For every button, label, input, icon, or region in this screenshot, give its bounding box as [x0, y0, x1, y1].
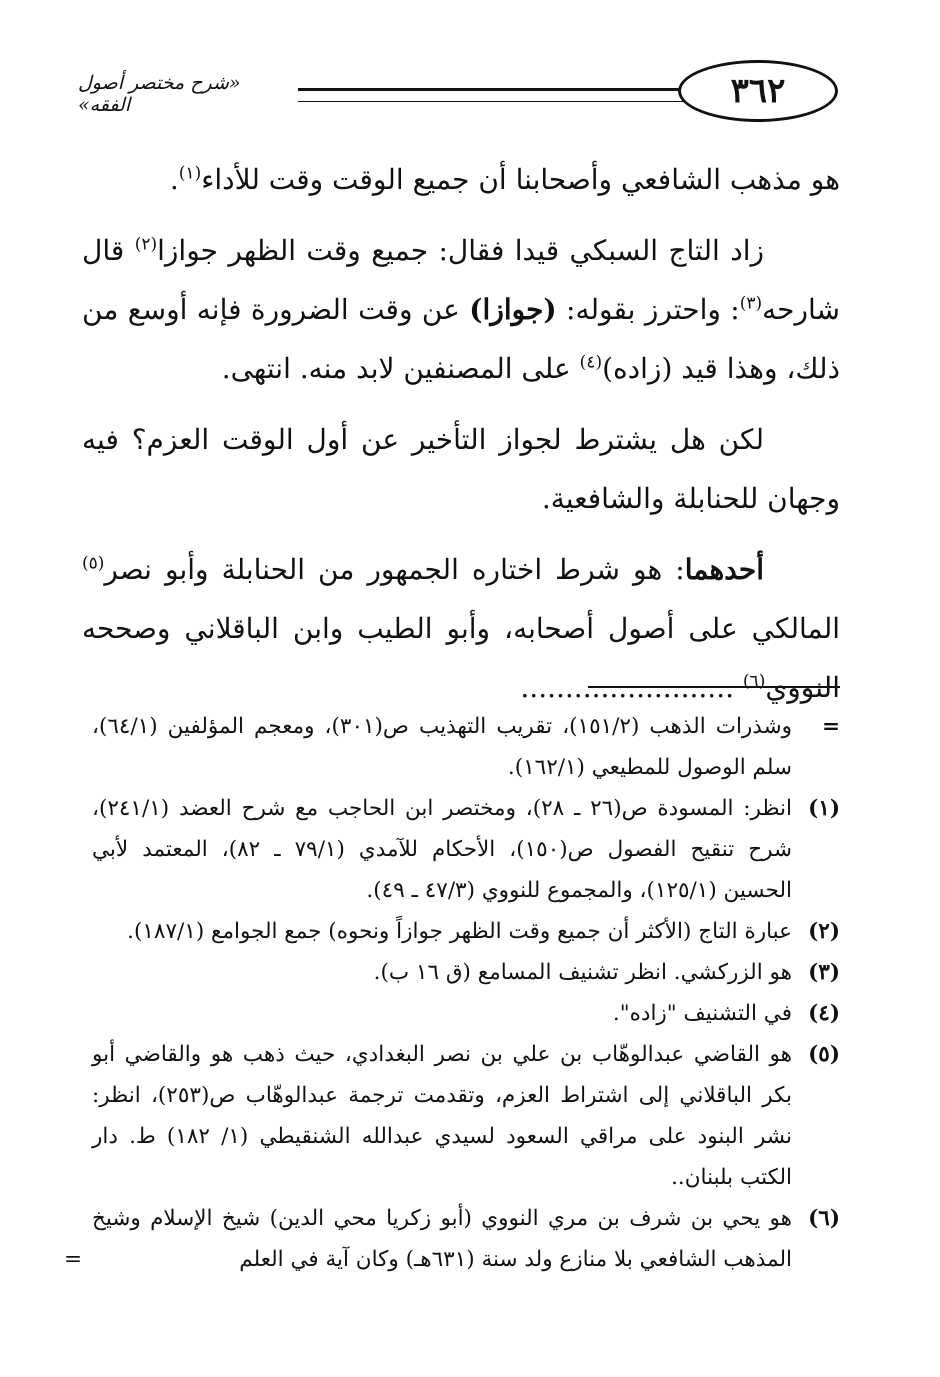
footnote-ref-2: (٢)	[134, 234, 158, 255]
paragraph-3: لكن هل يشترط لجواز التأخير عن أول الوقت العزم؟ فيه وجهان للحنابلة والشافعية.	[82, 423, 840, 515]
p2-text-e: على المصنفين لابد منه. انتهى.	[221, 352, 580, 385]
footnote-3	[92, 952, 840, 993]
footnote-2	[92, 911, 840, 952]
footnote-6	[64, 1198, 840, 1280]
footnote-text: انظر: المسودة ص(٢٦ ـ ٢٨)، ومختصر ابن الحاجب مع شرح العضد (٢٤١/١)، شرح تنقيح الفصول ص(١٥٠)، الأحكام للآمدي (٧٩/١ ـ ٨٢)، المعتمد لأبي الحسين (١٢٥/١)، والمجموع للنووي (٤٧/٣ ـ ٤٩).	[92, 796, 792, 903]
header-rule	[298, 88, 743, 102]
footnote-marker: (٣)	[808, 960, 840, 985]
footnote-ref-1: (١)	[178, 163, 202, 184]
main-text	[82, 150, 840, 729]
footnote-marker: =	[821, 714, 840, 739]
p1-text: هو مذهب الشافعي وأصحابنا أن جميع الوقت وقت للأداء	[201, 163, 840, 196]
footnote-text: في التشنيف "زاده".	[612, 1001, 792, 1026]
footnote-ref-6: (٦)	[742, 671, 766, 692]
p4-bold-term: أحدهما	[684, 553, 764, 586]
page-header	[78, 60, 843, 140]
footnote-1	[92, 788, 840, 911]
running-title: «شرح مختصر أصول الفقه»	[78, 72, 241, 116]
paragraph-4	[82, 540, 840, 717]
paragraph-1	[82, 150, 840, 209]
footnote-marker: (٢)	[808, 919, 840, 944]
page-number: ٣٦٢	[678, 60, 838, 122]
footnote-text: هو الزركشي. انظر تشنيف المسامع (ق ١٦ ب).	[373, 960, 792, 985]
p2-text-b: قال شارحه	[82, 234, 840, 326]
footnote-4	[92, 993, 840, 1034]
footnote-ref-5: (٥)	[82, 553, 105, 574]
continuation-marker: =	[64, 1247, 83, 1272]
p4-text-a: : هو شرط اختاره الجمهور من الحنابلة وأبو نصر	[104, 553, 685, 586]
footnote-ref-4: (٤)	[579, 352, 603, 373]
continuation-dots: ........................	[520, 671, 734, 704]
footnote-text: هو يحي بن شرف بن مري النووي (أبو زكريا محي الدين) شيخ الإسلام وشيخ المذهب الشافعي بلا منازع ولد سنة (٦٣١هـ) وكان آية في العلم	[92, 1206, 792, 1272]
footnote-marker: (٦)	[808, 1206, 840, 1231]
footnote-marker: (٥)	[808, 1042, 840, 1067]
footnotes	[64, 706, 840, 1280]
footnote-text: وشذرات الذهب (١٥١/٢)، تقريب التهذيب ص(٣٠١)، ومعجم المؤلفين (٦٤/١)، سلم الوصول للمطيعي (١٦٢/١).	[92, 714, 792, 780]
footnote-text: عبارة التاج (الأكثر أن جميع وقت الظهر جوازاً ونحوه) جمع الجوامع (١٨٧/١).	[127, 919, 792, 944]
footnote-marker: (١)	[808, 796, 840, 821]
footnote-separator	[588, 686, 840, 688]
p2-bold-term: (جوازا)	[469, 293, 557, 326]
footnote-text: هو القاضي عبدالوهّاب بن علي بن نصر البغدادي، حيث ذهب هو والقاضي أبو بكر الباقلاني إلى اشتراط العزم، وتقدمت ترجمة عبدالوهّاب ص(٢٥٣)، انظر: نشر البنود على مراقي السعود لسيدي عبدالله الشنقيطي (١/ ١٨٢) ط. دار الكتب بلبنان..	[92, 1042, 792, 1190]
p1-end: .	[169, 163, 179, 196]
p4-text-b: المالكي على أصول أصحابه، وأبو الطيب وابن الباقلاني وصححه النووي	[82, 612, 840, 704]
p2-text-c: : واحترز بقوله:	[556, 293, 740, 326]
footnote-ref-3: (٣)	[739, 293, 763, 314]
p2-text-d: عن وقت الضرورة فإنه أوسع من ذلك، وهذا قيد (زاده)	[82, 293, 840, 385]
footnote-marker: (٤)	[808, 1001, 840, 1026]
footnote-continued	[92, 706, 840, 788]
p2-text-a: زاد التاج السبكي قيدا فقال: جميع وقت الظهر جوازا	[157, 234, 765, 267]
paragraph-2	[82, 221, 840, 398]
footnote-5	[92, 1034, 840, 1198]
